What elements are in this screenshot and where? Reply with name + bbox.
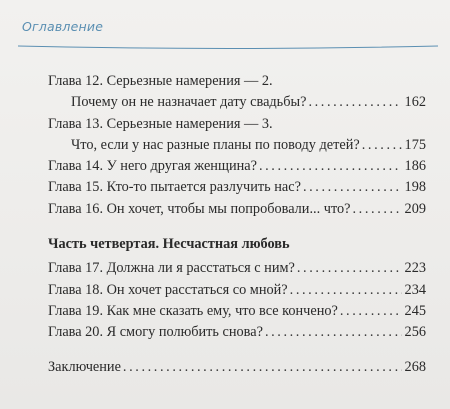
toc-entry-subtitle: Почему он не назначает дату свадьбы?	[71, 94, 307, 111]
toc-entry-chapter-17	[48, 258, 426, 279]
toc-page-number: 234	[404, 281, 426, 298]
toc-entry-chapter-19	[48, 301, 426, 322]
dot-leader	[362, 135, 402, 156]
dot-leader	[259, 156, 402, 177]
toc-page-number: 268	[404, 358, 426, 375]
toc-entry-chapter-12	[48, 71, 426, 114]
toc-entry-title: Глава 17. Должна ли я расстаться с ним?	[48, 260, 295, 277]
toc-entry-chapter-14	[48, 156, 426, 177]
toc-entry-title: Глава 12. Серьезные намерения — 2.	[48, 73, 273, 89]
running-header-title: Оглавление	[22, 19, 104, 34]
toc-entry-chapter-20	[48, 322, 426, 343]
toc-entry-title: Глава 20. Я смогу полюбить снова?	[48, 324, 263, 341]
toc-page-number: 256	[404, 324, 426, 341]
toc-entry-title: Заключение	[48, 358, 121, 375]
dot-leader	[290, 280, 402, 301]
toc-page-number: 198	[404, 179, 426, 196]
toc-entry-title: Глава 19. Как мне сказать ему, что все кончено?	[48, 302, 338, 319]
header-rule	[18, 44, 438, 52]
toc-page-number: 223	[404, 260, 426, 277]
toc-entry-title: Глава 13. Серьезные намерения — 3.	[48, 115, 273, 132]
toc-entry-chapter-16	[48, 199, 426, 220]
section-heading: Часть четвертая. Несчастная любовь	[48, 236, 290, 253]
dot-leader	[123, 357, 402, 378]
toc-entry-title: Глава 15. Кто-то пытается разлучить нас?	[48, 179, 301, 196]
toc-entry-chapter-15	[48, 177, 426, 198]
toc-page-number: 175	[404, 136, 426, 153]
toc-page-number: 209	[404, 200, 426, 217]
toc-entry-chapter-13	[48, 114, 426, 157]
toc-entry-conclusion	[48, 357, 426, 378]
dot-leader	[297, 258, 402, 279]
toc-page-number: 162	[404, 94, 426, 111]
toc-entry-title: Глава 16. Он хочет, чтобы мы попробовали... что?	[48, 200, 351, 217]
dot-leader	[340, 301, 402, 322]
dot-leader	[353, 199, 402, 220]
dot-leader	[308, 92, 401, 113]
toc-page-number: 186	[404, 158, 426, 175]
toc-entry-subtitle: Что, если у нас разные планы по поводу детей?	[71, 136, 360, 153]
table-of-contents	[48, 71, 426, 378]
toc-entry-title: Глава 14. У него другая женщина?	[48, 158, 257, 175]
dot-leader	[265, 322, 402, 343]
dot-leader	[303, 177, 402, 198]
toc-entry-chapter-18	[48, 280, 426, 301]
toc-page-number: 245	[404, 302, 426, 319]
toc-entry-title: Глава 18. Он хочет расстаться со мной?	[48, 281, 288, 298]
